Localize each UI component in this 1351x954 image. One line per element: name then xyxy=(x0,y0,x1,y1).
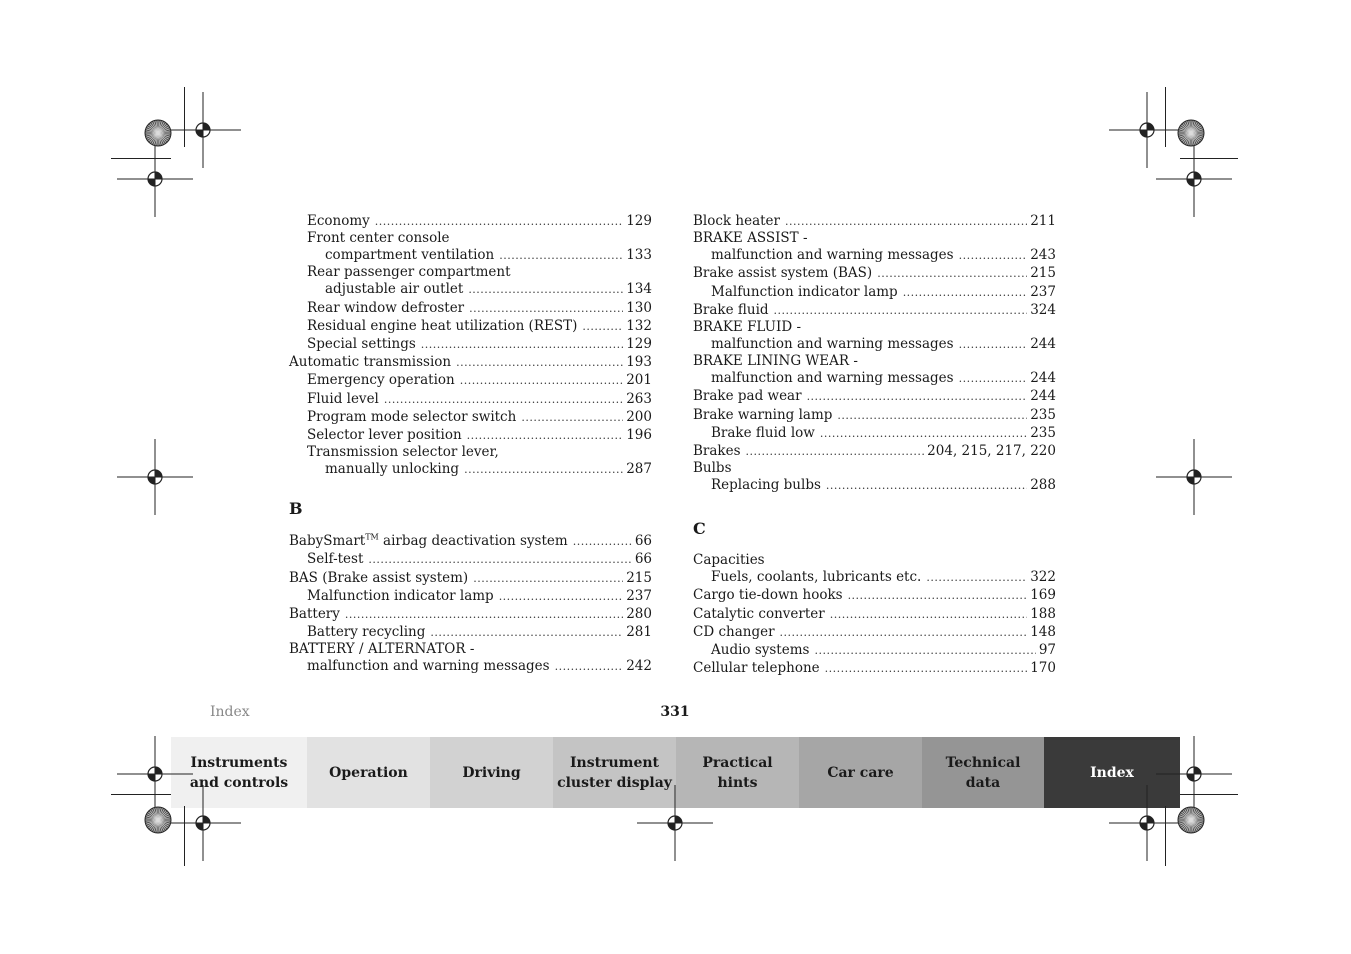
leader-dots xyxy=(468,281,623,299)
index-term: Brake assist system (BAS) xyxy=(693,265,873,282)
page-ref: 129 xyxy=(626,213,652,229)
index-entry xyxy=(693,387,1056,405)
index-line[interactable] xyxy=(289,212,652,230)
index-line[interactable] xyxy=(289,246,652,264)
page-ref: 244 xyxy=(1030,335,1056,352)
index-column-right xyxy=(693,212,1056,677)
index-entry xyxy=(289,569,652,587)
page-ref: 132 xyxy=(626,317,652,334)
index-line[interactable] xyxy=(289,550,652,568)
page-ref: 237 xyxy=(626,587,652,604)
index-term: Cargo tie-down hooks xyxy=(693,587,843,604)
index-term: Brakes xyxy=(693,442,741,459)
leader-dots xyxy=(345,606,623,624)
page-ref: 324 xyxy=(1030,301,1056,318)
index-line[interactable] xyxy=(693,641,1056,659)
index-term: Brake warning lamp xyxy=(693,406,833,423)
leader-dots xyxy=(903,284,1028,302)
index-term: BRAKE ASSIST - xyxy=(693,230,808,247)
index-entry xyxy=(289,371,652,389)
leader-dots xyxy=(473,570,623,588)
index-entry xyxy=(693,442,1056,460)
index-line xyxy=(693,353,1056,369)
index-line[interactable] xyxy=(693,659,1056,677)
page-ref: 129 xyxy=(626,335,652,352)
index-entry xyxy=(693,212,1056,230)
index-term: Fluid level xyxy=(307,390,379,407)
index-line[interactable] xyxy=(289,335,652,353)
index-line[interactable] xyxy=(289,408,652,426)
page-ref: 193 xyxy=(626,354,652,371)
index-term: Transmission selector lever, xyxy=(307,444,499,461)
color-registration-starburst-icon xyxy=(1177,806,1205,834)
index-term: Economy xyxy=(307,213,370,229)
index-term: compartment ventilation xyxy=(325,247,495,264)
leader-dots xyxy=(926,569,1027,587)
page-ref: 66 xyxy=(634,551,652,568)
tab-operation[interactable]: Operation xyxy=(307,737,430,808)
index-term: Battery xyxy=(289,606,340,622)
tab-index[interactable]: Index xyxy=(1044,737,1180,808)
leader-dots xyxy=(785,213,1027,231)
index-line[interactable] xyxy=(693,476,1056,494)
registration-crosshair-icon xyxy=(163,783,243,863)
index-line xyxy=(289,264,652,280)
index-entry xyxy=(693,641,1056,659)
index-term: BabySmart™ airbag deactivation system xyxy=(289,532,568,550)
page-ref: 242 xyxy=(626,658,652,675)
leader-dots xyxy=(521,409,623,427)
page-ref: 66 xyxy=(634,533,652,550)
index-entries-a xyxy=(289,212,652,478)
index-entry xyxy=(693,406,1056,424)
index-line[interactable] xyxy=(693,586,1056,604)
section-letter-b: B xyxy=(289,499,303,519)
index-term: Bulbs xyxy=(693,460,732,477)
index-term: Rear passenger compartment xyxy=(307,264,511,281)
index-line[interactable] xyxy=(693,335,1056,353)
index-line[interactable] xyxy=(289,569,652,587)
index-term: Residual engine heat utilization (REST) xyxy=(307,317,578,334)
index-entry xyxy=(289,587,652,605)
leader-dots xyxy=(830,606,1028,624)
index-line[interactable] xyxy=(693,387,1056,405)
index-term: Brake fluid xyxy=(693,301,769,318)
leader-dots xyxy=(820,425,1027,443)
index-line xyxy=(289,641,652,657)
index-term: Malfunction indicator lamp xyxy=(711,283,898,300)
page-ref: 244 xyxy=(1030,388,1056,405)
page-ref: 280 xyxy=(626,606,652,622)
index-term: malfunction and warning messages xyxy=(711,335,954,352)
index-line[interactable] xyxy=(289,605,652,623)
index-entry xyxy=(289,532,652,550)
leader-dots xyxy=(774,302,1028,320)
registration-crosshair-icon xyxy=(115,139,195,219)
page-ref: 170 xyxy=(1030,660,1056,677)
index-entry xyxy=(693,659,1056,677)
page-ref: 244 xyxy=(1030,370,1056,387)
index-entry xyxy=(693,230,1056,264)
index-entry xyxy=(289,212,652,230)
index-line[interactable] xyxy=(289,587,652,605)
index-term: Block heater xyxy=(693,213,780,229)
index-term: malfunction and warning messages xyxy=(307,658,550,675)
index-column-left xyxy=(289,212,652,676)
page-number: 331 xyxy=(660,704,690,720)
index-term: Fuels, coolants, lubricants etc. xyxy=(711,569,922,586)
index-entries-c xyxy=(693,552,1056,677)
index-line[interactable] xyxy=(289,460,652,478)
index-entry xyxy=(289,335,652,353)
index-term: Replacing bulbs xyxy=(711,477,821,494)
page-ref: 243 xyxy=(1030,247,1056,264)
leader-dots xyxy=(959,336,1028,354)
index-entry xyxy=(693,623,1056,641)
index-entry xyxy=(693,552,1056,586)
index-line[interactable] xyxy=(693,424,1056,442)
index-entry xyxy=(289,230,652,264)
leader-dots xyxy=(375,213,623,231)
tab-technical-data[interactable]: Technical data xyxy=(922,737,1044,808)
index-entry xyxy=(289,353,652,371)
index-line xyxy=(693,319,1056,335)
index-entry xyxy=(693,283,1056,301)
index-entry xyxy=(693,264,1056,282)
index-term: Rear window defroster xyxy=(307,299,465,316)
index-term: Brake pad wear xyxy=(693,388,802,405)
index-line xyxy=(289,230,652,246)
index-line[interactable] xyxy=(289,299,652,317)
index-entry xyxy=(289,299,652,317)
registration-crosshair-icon xyxy=(635,783,715,863)
index-entry xyxy=(289,317,652,335)
index-line xyxy=(693,552,1056,568)
page-ref: 211 xyxy=(1030,213,1056,229)
index-term: Catalytic converter xyxy=(693,605,825,622)
tab-car-care[interactable]: Car care xyxy=(799,737,922,808)
index-line xyxy=(693,230,1056,246)
index-term: BATTERY / ALTERNATOR - xyxy=(289,641,475,658)
leader-dots xyxy=(582,318,623,336)
leader-dots xyxy=(780,624,1028,642)
page-ref: 196 xyxy=(626,426,652,443)
leader-dots xyxy=(837,407,1027,425)
page-ref: 204, 215, 217, 220 xyxy=(927,442,1056,459)
index-entry xyxy=(289,550,652,568)
leader-dots xyxy=(825,660,1028,678)
index-term: Self-test xyxy=(307,551,364,568)
leader-dots xyxy=(746,443,925,461)
index-line[interactable] xyxy=(289,371,652,389)
leader-dots xyxy=(421,336,623,354)
index-term: Capacities xyxy=(693,552,765,569)
leader-dots xyxy=(499,588,624,606)
index-line[interactable] xyxy=(693,212,1056,230)
index-term: Front center console xyxy=(307,230,450,247)
leader-dots xyxy=(573,533,632,551)
leader-dots xyxy=(877,265,1027,283)
index-line[interactable] xyxy=(289,532,652,550)
leader-dots xyxy=(499,247,623,265)
index-term: malfunction and warning messages xyxy=(711,247,954,264)
registration-crosshair-icon xyxy=(1107,783,1187,863)
leader-dots xyxy=(959,370,1028,388)
index-entry xyxy=(289,623,652,641)
page-ref: 133 xyxy=(626,247,652,264)
page-ref: 130 xyxy=(626,299,652,316)
index-entry xyxy=(693,424,1056,442)
index-entry xyxy=(289,605,652,623)
color-registration-starburst-icon xyxy=(144,806,172,834)
page-ref: 237 xyxy=(1030,283,1056,300)
color-registration-starburst-icon xyxy=(1177,119,1205,147)
color-registration-starburst-icon xyxy=(144,119,172,147)
leader-dots xyxy=(848,587,1028,605)
index-term: BRAKE LINING WEAR - xyxy=(693,353,858,370)
index-line[interactable] xyxy=(693,568,1056,586)
index-line xyxy=(693,460,1056,476)
page-ref: 169 xyxy=(1030,587,1056,604)
leader-dots xyxy=(826,477,1027,495)
leader-dots xyxy=(368,551,631,569)
page-ref: 281 xyxy=(626,624,652,641)
leader-dots xyxy=(959,247,1028,265)
leader-dots xyxy=(384,391,623,409)
index-term: Automatic transmission xyxy=(289,354,452,371)
tab-practical-hints[interactable]: Practical hints xyxy=(676,737,799,808)
index-term: BAS (Brake assist system) xyxy=(289,569,469,586)
index-term: Malfunction indicator lamp xyxy=(307,587,494,604)
index-line[interactable] xyxy=(289,353,652,371)
index-line xyxy=(289,444,652,460)
index-entries-b xyxy=(289,550,652,675)
page-ref: 322 xyxy=(1030,569,1056,586)
index-line[interactable] xyxy=(693,301,1056,319)
index-term: Emergency operation xyxy=(307,372,455,389)
page-ref: 201 xyxy=(626,372,652,389)
leader-dots xyxy=(469,300,623,318)
tab-instruments-and-controls[interactable]: Instruments and controls xyxy=(171,737,307,808)
index-line[interactable] xyxy=(693,442,1056,460)
page-ref: 200 xyxy=(626,408,652,425)
registration-crosshair-icon xyxy=(115,437,195,517)
index-term: Battery recycling xyxy=(307,624,426,641)
leader-dots xyxy=(430,624,623,642)
tab-driving[interactable]: Driving xyxy=(430,737,553,808)
index-term: Selector lever position xyxy=(307,426,462,443)
index-entry xyxy=(693,353,1056,387)
registration-crosshair-icon xyxy=(1154,437,1234,517)
index-entry xyxy=(693,586,1056,604)
index-term: Cellular telephone xyxy=(693,660,820,677)
index-line[interactable] xyxy=(693,623,1056,641)
registration-crosshair-icon xyxy=(1154,139,1234,219)
index-line[interactable] xyxy=(289,426,652,444)
page-ref: 188 xyxy=(1030,605,1056,622)
index-line[interactable] xyxy=(289,623,652,641)
section-letter-c: C xyxy=(693,519,706,539)
page-ref: 287 xyxy=(626,461,652,478)
leader-dots xyxy=(460,372,623,390)
index-term: Program mode selector switch xyxy=(307,408,517,425)
leader-dots xyxy=(456,354,623,372)
page-ref: 134 xyxy=(626,281,652,298)
index-entry xyxy=(693,301,1056,319)
index-entry xyxy=(289,641,652,675)
index-term: adjustable air outlet xyxy=(325,281,464,298)
index-entry xyxy=(289,264,652,298)
index-entry xyxy=(289,426,652,444)
index-line[interactable] xyxy=(693,246,1056,264)
index-line[interactable] xyxy=(693,369,1056,387)
index-line[interactable] xyxy=(289,657,652,675)
index-line[interactable] xyxy=(693,283,1056,301)
index-line[interactable] xyxy=(289,317,652,335)
index-line[interactable] xyxy=(289,280,652,298)
index-entries-b-continued xyxy=(693,212,1056,494)
leader-dots xyxy=(464,461,623,479)
index-line[interactable] xyxy=(693,264,1056,282)
index-term: Special settings xyxy=(307,335,416,352)
leader-dots xyxy=(807,388,1028,406)
index-term: BRAKE FLUID - xyxy=(693,318,802,335)
index-entry xyxy=(693,460,1056,494)
page-ref: 288 xyxy=(1030,477,1056,494)
page-ref: 235 xyxy=(1030,406,1056,423)
page-ref: 148 xyxy=(1030,623,1056,640)
leader-dots xyxy=(814,642,1035,660)
index-entry xyxy=(693,605,1056,623)
index-term: malfunction and warning messages xyxy=(711,370,954,387)
index-entry xyxy=(289,444,652,478)
leader-dots xyxy=(555,658,624,676)
index-entry xyxy=(289,408,652,426)
index-entry xyxy=(693,319,1056,353)
index-term: Brake fluid low xyxy=(711,424,815,441)
index-line[interactable] xyxy=(693,406,1056,424)
leader-dots xyxy=(467,427,624,445)
index-line[interactable] xyxy=(289,390,652,408)
index-line[interactable] xyxy=(693,605,1056,623)
index-term: manually unlocking xyxy=(325,461,460,478)
index-term: Audio systems xyxy=(711,642,810,658)
page-ref: 97 xyxy=(1038,642,1056,658)
index-entry xyxy=(289,390,652,408)
page-ref: 215 xyxy=(626,569,652,586)
index-term: CD changer xyxy=(693,623,775,640)
page-ref: 215 xyxy=(1030,265,1056,282)
tab-instrument-cluster-display[interactable]: Instrument cluster display xyxy=(553,737,676,808)
page-ref: 263 xyxy=(626,390,652,407)
page-ref: 235 xyxy=(1030,424,1056,441)
footer-section-title: Index xyxy=(210,704,250,720)
